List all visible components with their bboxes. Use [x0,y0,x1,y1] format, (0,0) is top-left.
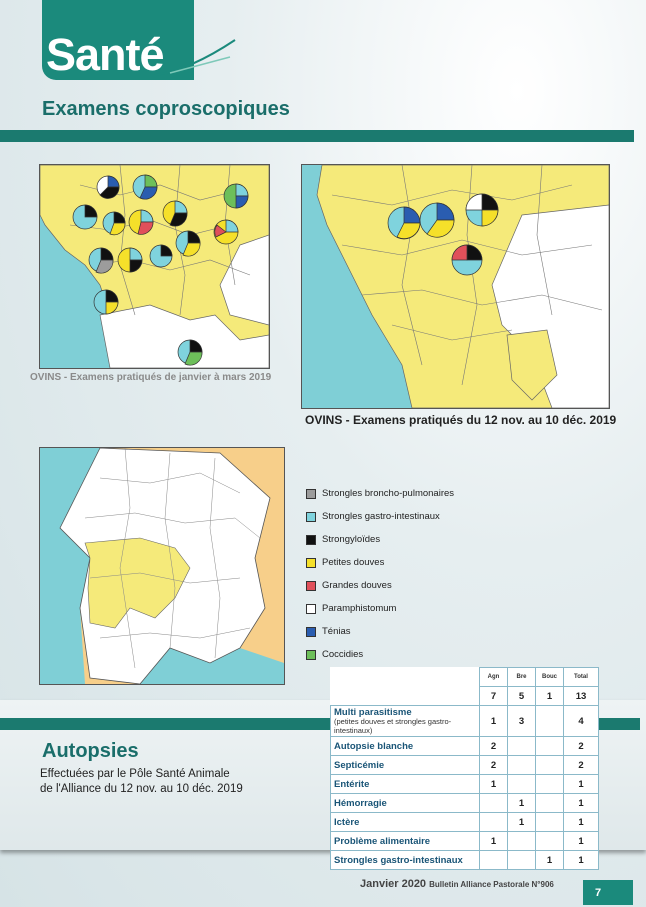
table-row [331,706,599,737]
cell-total: 1 [564,813,599,832]
cell-agn: 1 [480,832,508,851]
map2-svg [302,165,609,408]
autopsy-subtitle-line2: de l'Alliance du 12 nov. au 10 déc. 2019 [40,783,243,795]
cell-total: 4 [564,706,599,737]
header-blank [331,668,480,687]
leaf-decoration [150,35,240,80]
cell-agn: 1 [480,706,508,737]
cell-bre: 1 [508,794,536,813]
cell-bre [508,756,536,775]
cell-bouc [536,775,564,794]
col-header-agn: Agn [480,668,508,687]
table-header-row [331,668,599,687]
cell-bouc [536,756,564,775]
cell-bouc [536,832,564,851]
cell-bouc: 1 [536,851,564,870]
row-sublabel: (petites douves et strongles gastro-intestinaux) [334,716,452,735]
legend-swatch [306,489,316,499]
map-jan-mar-2019 [39,164,270,369]
cell-bouc [536,706,564,737]
footer-bulletin: Bulletin Alliance Pastorale N°906 [429,880,554,889]
legend [306,482,454,666]
row-label: Ictère [331,813,480,832]
cell-bre [508,832,536,851]
table-row [331,813,599,832]
legend-label: Petites douves [322,557,385,568]
legend-label: Strongles broncho-pulmonaires [322,488,455,499]
cell-agn: 2 [480,756,508,775]
autopsy-table [330,667,599,870]
legend-label: Ténias [322,626,351,637]
cell-total: 2 [564,756,599,775]
table-row [331,756,599,775]
table-row [331,832,599,851]
autopsy-subtitle [40,767,243,797]
table-row [331,737,599,756]
legend-item [306,620,454,643]
row-label: Problème alimentaire [331,832,480,851]
col-header-bouc: Bouc [536,668,564,687]
row-label: Hémorragie [331,794,480,813]
table-row [331,851,599,870]
cell-bre: 3 [508,706,536,737]
footer-text [360,878,554,890]
legend-item [306,505,454,528]
cell-bre [508,737,536,756]
legend-swatch [306,535,316,545]
cell-total: 1 [564,775,599,794]
map3-svg [40,448,284,684]
legend-label: Strongyloïdes [322,534,381,545]
cell-total: 1 [564,851,599,870]
total-bre: 5 [508,687,536,706]
map1-svg [40,165,269,368]
col-header-total: Total [564,668,599,687]
row-label: Septicémie [331,756,480,775]
legend-item [306,528,454,551]
row-label: Strongles gastro-intestinaux [331,851,480,870]
cell-bre: 1 [508,813,536,832]
legend-swatch [306,512,316,522]
cell-bouc [536,794,564,813]
cell-total: 2 [564,737,599,756]
legend-label: Paramphistomum [322,603,397,614]
cell-total: 1 [564,794,599,813]
legend-swatch [306,604,316,614]
cell-bouc [536,813,564,832]
map-nov-dec-2019 [301,164,610,409]
legend-swatch [306,558,316,568]
map1-caption: OVINS - Examens pratiqués de janvier à mars 2019 [30,372,272,383]
total-all: 13 [564,687,599,706]
table-row [331,775,599,794]
cell-agn [480,794,508,813]
table-totals-row [331,687,599,706]
legend-item [306,597,454,620]
autopsy-title: Autopsies [42,740,139,762]
autopsy-table-wrap [330,667,599,870]
legend-label: Grandes douves [322,580,392,591]
table-row [331,794,599,813]
legend-swatch [306,627,316,637]
map2-caption: OVINS - Examens pratiqués du 12 nov. au 10 déc. 2019 [305,413,617,427]
legend-label: Coccidies [322,649,364,660]
row-label: Entérite [331,775,480,794]
row-label-main: Multi parasitisme [334,706,412,718]
cell-agn [480,813,508,832]
cell-total: 1 [564,832,599,851]
header-divider [0,130,634,142]
cell-bre [508,851,536,870]
total-bouc: 1 [536,687,564,706]
legend-item [306,482,454,505]
cell-bre [508,775,536,794]
legend-label: Strongles gastro-intestinaux [322,511,440,522]
cell-agn: 2 [480,737,508,756]
col-header-bre: Bre [508,668,536,687]
section-title: Santé [46,29,164,80]
map-france [39,447,285,685]
page-number: 7 [583,880,633,905]
footer-date: Janvier 2020 [360,878,427,890]
total-agn: 7 [480,687,508,706]
legend-item [306,643,454,666]
cell-agn [480,851,508,870]
autopsy-subtitle-line1: Effectuées par le Pôle Santé Animale [40,768,230,780]
page-subtitle: Examens coproscopiques [42,98,290,120]
row-label: Autopsie blanche [331,737,480,756]
cell-bouc [536,737,564,756]
cell-agn: 1 [480,775,508,794]
legend-item [306,574,454,597]
totals-blank [331,687,480,706]
legend-swatch [306,650,316,660]
row-label [331,706,480,737]
legend-item [306,551,454,574]
legend-swatch [306,581,316,591]
